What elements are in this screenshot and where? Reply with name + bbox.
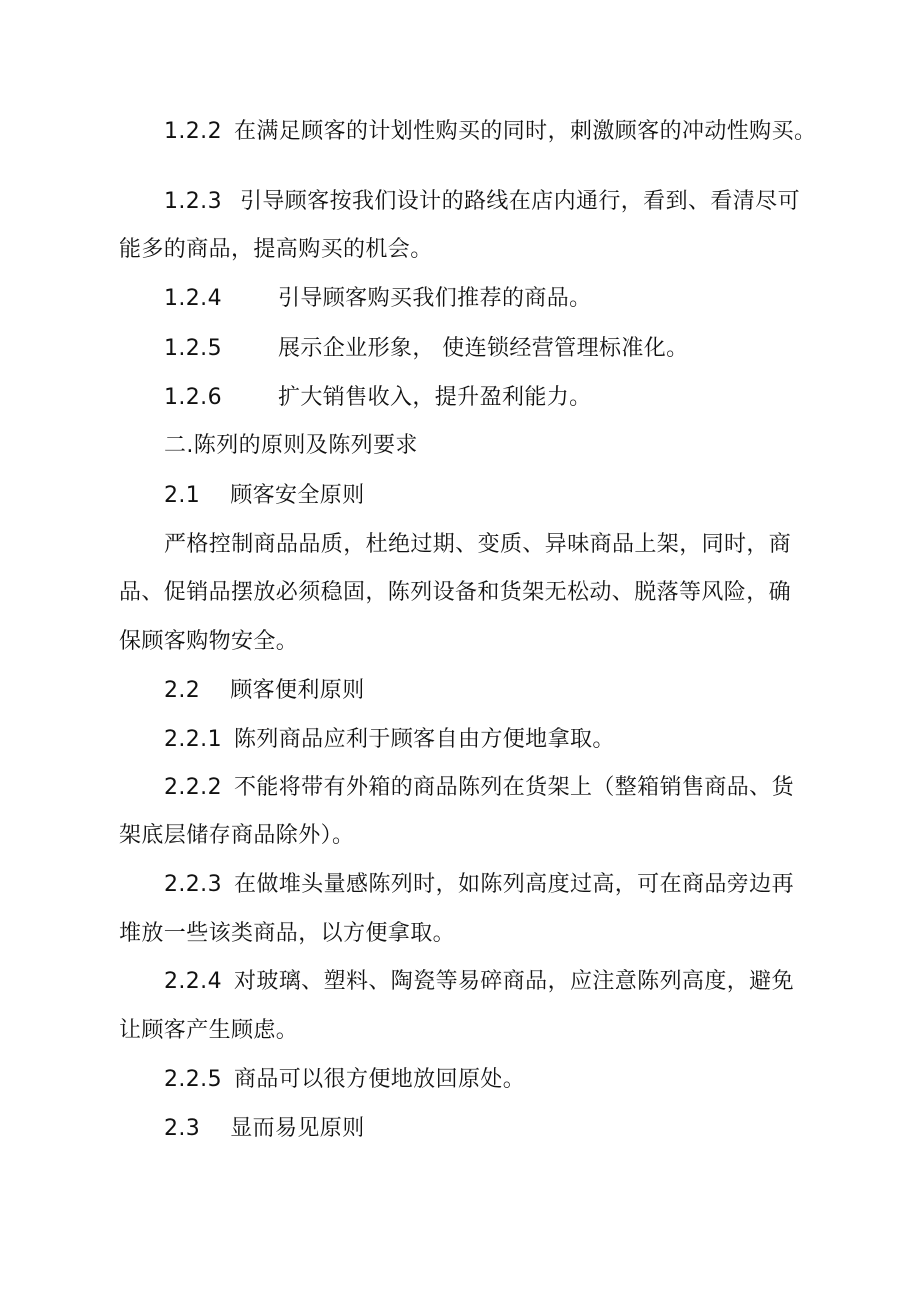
paragraph-text: 对玻璃、塑料、陶瓷等易碎商品，应注意陈列高度，避免 — [233, 969, 794, 994]
heading-text: 顾客便利原则 — [230, 678, 365, 703]
paragraph-text: 引导顾客按我们设计的路线在店内通行，看到、看清尽可 — [239, 189, 800, 214]
section-number: 2.1 — [164, 483, 201, 508]
section-number: 2.2.2 — [164, 775, 222, 800]
section-number: 2.2.3 — [164, 872, 222, 897]
paragraph-text: 架底层储存商品除外）。 — [119, 823, 355, 848]
section-number: 2.2.1 — [164, 727, 222, 752]
section-2-1-body-line-3 — [119, 630, 819, 654]
paragraph-text: 堆放一些该类商品，以方便拿取。 — [119, 921, 456, 946]
paragraph-text: 在满足顾客的计划性购买的同时，刺激顾客的冲动性购买。 — [233, 119, 817, 144]
paragraph-text: 展示企业形象， 使连锁经营管理标准化。 — [277, 336, 689, 361]
section-number: 1.2.6 — [164, 385, 222, 410]
paragraph-1-2-4 — [164, 287, 864, 311]
section-2-1-body-line-1 — [164, 533, 864, 557]
paragraph-text: 商品可以很方便地放回原处。 — [233, 1067, 526, 1092]
section-number: 2.2 — [164, 678, 201, 703]
section-2-2-heading — [164, 679, 864, 703]
section-number: 1.2.2 — [164, 119, 222, 144]
section-number: 2.2.4 — [164, 969, 222, 994]
paragraph-text: 不能将带有外箱的商品陈列在货架上（整箱销售商品、货 — [233, 775, 794, 800]
paragraph-2-2-4 — [164, 970, 864, 994]
section-number: 1.2.5 — [164, 336, 222, 361]
paragraph-text: 陈列商品应利于顾客自由方便地拿取。 — [233, 727, 615, 752]
paragraph-2-2-1 — [164, 728, 864, 752]
paragraph-2-2-2 — [164, 776, 864, 800]
paragraph-text: 能多的商品，提高购买的机会。 — [119, 237, 433, 262]
paragraph-text: 扩大销售收入，提升盈利能力。 — [277, 385, 592, 410]
paragraph-2-2-3-continued — [119, 922, 819, 946]
section-number: 2.2.5 — [164, 1067, 222, 1092]
paragraph-1-2-5 — [164, 337, 864, 361]
paragraph-1-2-2 — [164, 120, 864, 144]
section-heading-2 — [164, 434, 864, 458]
paragraph-text: 让顾客产生顾虑。 — [119, 1018, 299, 1043]
paragraph-2-2-3 — [164, 873, 864, 897]
section-number: 1.2.3 — [164, 189, 222, 214]
heading-text: 二.陈列的原则及陈列要求 — [164, 433, 418, 458]
paragraph-text: 保顾客购物安全。 — [119, 629, 299, 654]
section-number: 2.3 — [164, 1116, 201, 1141]
paragraph-text: 在做堆头量感陈列时，如陈列高度过高，可在商品旁边再 — [233, 872, 794, 897]
section-2-1-heading — [164, 484, 864, 508]
paragraph-text: 品、促销品摆放必须稳固，陈列设备和货架无松动、脱落等风险，确 — [119, 580, 792, 605]
paragraph-1-2-3-continued — [119, 238, 819, 262]
heading-text: 显而易见原则 — [230, 1116, 365, 1141]
section-2-1-body-line-2 — [119, 581, 819, 605]
paragraph-text: 引导顾客购买我们推荐的商品。 — [277, 286, 592, 311]
heading-text: 顾客安全原则 — [230, 483, 365, 508]
paragraph-2-2-4-continued — [119, 1019, 819, 1043]
paragraph-1-2-6 — [164, 386, 864, 410]
paragraph-1-2-3 — [164, 190, 864, 214]
paragraph-2-2-5 — [164, 1068, 864, 1092]
paragraph-2-2-2-continued — [119, 824, 819, 848]
section-2-3-heading — [164, 1117, 864, 1141]
section-number: 1.2.4 — [164, 286, 222, 311]
paragraph-text: 严格控制商品品质，杜绝过期、变质、异味商品上架，同时，商 — [164, 532, 792, 557]
